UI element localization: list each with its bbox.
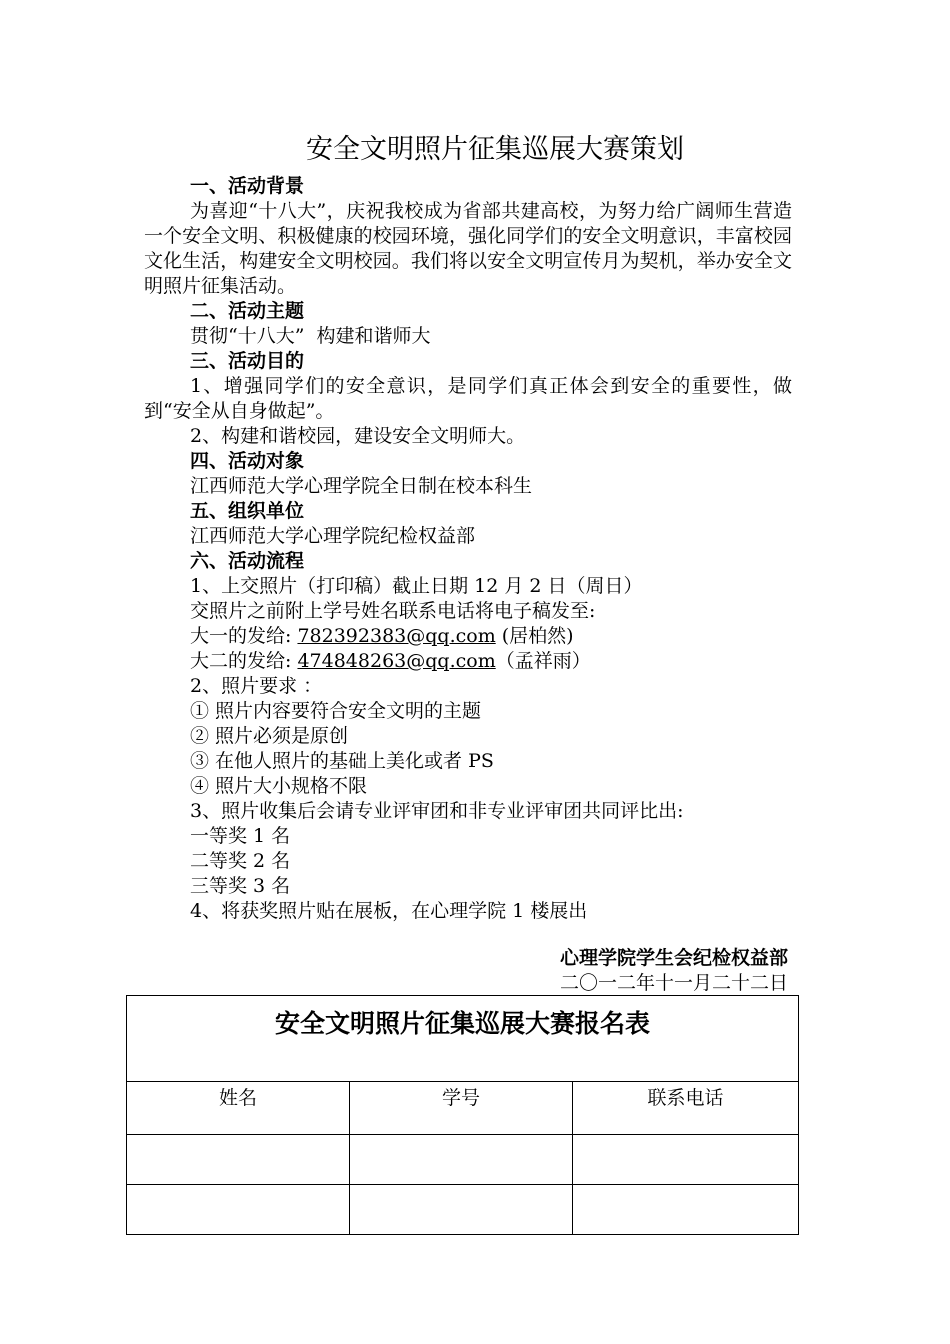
contact-label: 大一的发给: [190, 625, 292, 647]
contact-name: (居柏然) [501, 625, 574, 647]
document-title: 安全文明照片征集巡展大赛策划 [306, 134, 684, 165]
section-heading-theme: 二、活动主题 [190, 300, 305, 322]
requirement-item: ② 照片必须是原创 [190, 725, 349, 747]
background-paragraph: 为喜迎“十八大”，庆祝我校成为省部共建高校，为努力给广阔师生营造一个安全文明、积极健康的校园环境，强化同学们的安全文明意识，丰富校园文化生活，构建安全文明校园。我们将以安全文明宣传月为契机，举办安全文明照片征集活动。 [144, 200, 792, 297]
section-heading-purpose: 三、活动目的 [190, 350, 305, 372]
contact-line [144, 649, 792, 674]
section-heading-organizer: 五、组织单位 [190, 500, 305, 522]
phone-cell[interactable] [573, 1185, 799, 1235]
requirement-item: ③ 在他人照片的基础上美化或者 PS [190, 750, 494, 772]
phone-cell[interactable] [573, 1135, 799, 1185]
process-step-1: 1、上交照片（打印稿）截止日期 12 月 2 日（周日） [190, 575, 643, 597]
signature-block [560, 946, 788, 996]
process-step-1-note: 交照片之前附上学号姓名联系电话将电子稿发至: [190, 600, 596, 622]
email-link[interactable]: 474848263@qq.com [297, 650, 496, 672]
contact-line [144, 624, 792, 649]
student-id-cell[interactable] [350, 1135, 573, 1185]
contact-name: （孟祥雨） [495, 650, 591, 672]
signature-org: 心理学院学生会纪检权益部 [559, 947, 788, 969]
purpose-item: 1、增强同学们的安全意识，是同学们真正体会到安全的重要性，做到“安全从自身做起”。 [144, 375, 792, 422]
award-item: 三等奖 3 名 [190, 875, 291, 897]
award-item: 一等奖 1 名 [190, 825, 291, 847]
signature-date: 二〇一二年十一月二十二日 [559, 972, 788, 994]
form-title: 安全文明照片征集巡展大赛报名表 [127, 996, 799, 1082]
contact-label: 大二的发给: [190, 650, 292, 672]
process-step-3: 3、照片收集后会请专业评审团和非专业评审团共同评比出: [190, 800, 684, 822]
name-cell[interactable] [127, 1135, 350, 1185]
purpose-item: 2、构建和谐校园，建设安全文明师大。 [190, 425, 526, 447]
target-text: 江西师范大学心理学院全日制在校本科生 [190, 475, 533, 497]
column-header-name: 姓名 [127, 1082, 350, 1135]
column-header-phone: 联系电话 [573, 1082, 799, 1135]
table-row [127, 1135, 799, 1185]
process-step-4: 4、将获奖照片贴在展板，在心理学院 1 楼展出 [190, 900, 588, 922]
email-link[interactable]: 782392383@qq.com [297, 625, 496, 647]
section-heading-target: 四、活动对象 [190, 450, 305, 472]
section-heading-background: 一、活动背景 [190, 175, 305, 197]
process-step-2: 2、照片要求 ： [190, 675, 323, 697]
registration-form-table [126, 995, 799, 1235]
document-body [144, 174, 792, 924]
requirement-item: ④ 照片大小规格不限 [190, 775, 368, 797]
organizer-text: 江西师范大学心理学院纪检权益部 [190, 525, 476, 547]
theme-text: 贯彻“十八大” 构建和谐师大 [190, 325, 431, 347]
requirement-item: ① 照片内容要符合安全文明的主题 [190, 700, 482, 722]
column-header-student-id: 学号 [350, 1082, 573, 1135]
award-item: 二等奖 2 名 [190, 850, 291, 872]
name-cell[interactable] [127, 1185, 350, 1235]
section-heading-process: 六、活动流程 [190, 550, 305, 572]
student-id-cell[interactable] [350, 1185, 573, 1235]
table-row [127, 1185, 799, 1235]
